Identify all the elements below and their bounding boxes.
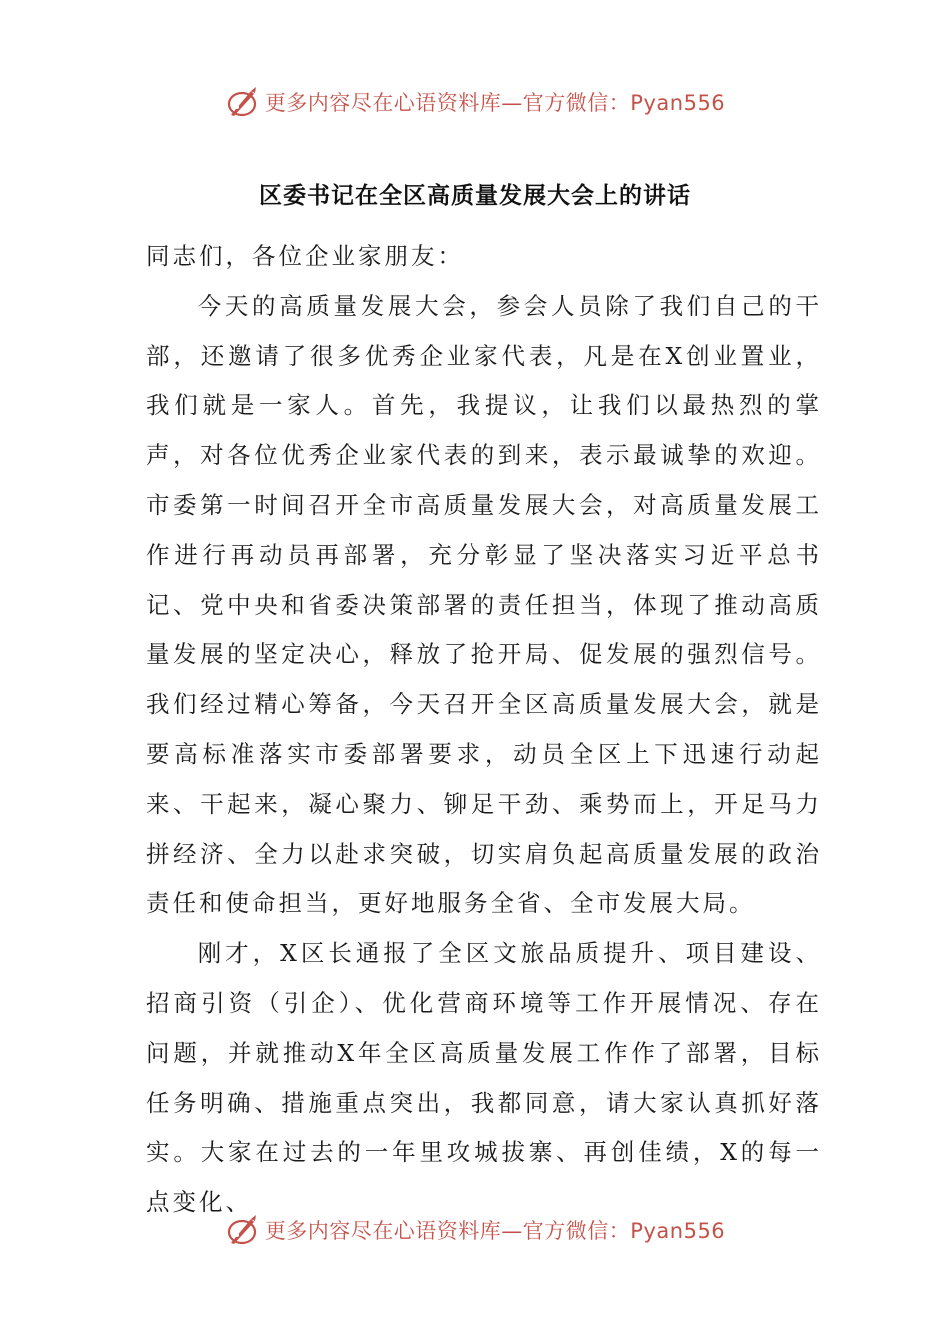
- footer-banner: [0, 1210, 950, 1250]
- footer-slogan: 更多内容尽在心语资料库—官方微信：Pyan556: [264, 1219, 726, 1243]
- body-paragraph-1: 今天的高质量发展大会，参会人员除了我们自己的干部，还邀请了很多优秀企业家代表，凡是在X创业置业，我们就是一家人。首先，我提议，让我们以最热烈的掌声，对各位优秀企业家代表的到来，表示最诚挚的欢迎。市委第一时间召开全市高质量发展大会，对高质量发展工作进行再动员再部署，充分彰显了坚决落实习近平总书记、党中央和省委决策部署的责任担当，体现了推动高质量发展的坚定决心，释放了抢开局、促发展的强烈信号。我们经过精心筹备，今天召开全区高质量发展大会，就是要高标准落实市委部署要求，动员全区上下迅速行动起来、干起来，凝心聚力、铆足干劲、乘势而上，开足马力拼经济、全力以赴求突破，切实肩负起高质量发展的政治责任和使命担当，更好地服务全省、全市发展大局。: [146, 291, 822, 918]
- body-paragraph-2: 刚才，X区长通报了全区文旅品质提升、项目建设、招商引资（引企）、优化营商环境等工作开展情况、存在问题，并就推动X年全区高质量发展工作作了部署，目标任务明确、措施重点突出，我都同意，请大家认真抓好落实。大家在过去的一年里攻城拔寨、再创佳绩，X的每一点变化、: [146, 939, 822, 1217]
- quill-pen-logo-icon: [225, 85, 259, 119]
- quill-pen-logo-icon: [225, 1213, 259, 1247]
- header-banner: [0, 82, 950, 122]
- salutation: 同志们，各位企业家朋友：: [146, 242, 464, 270]
- document-body: [146, 232, 822, 1228]
- header-slogan: 更多内容尽在心语资料库—官方微信：Pyan556: [264, 91, 726, 115]
- document-title: 区委书记在全区高质量发展大会上的讲话: [259, 183, 691, 209]
